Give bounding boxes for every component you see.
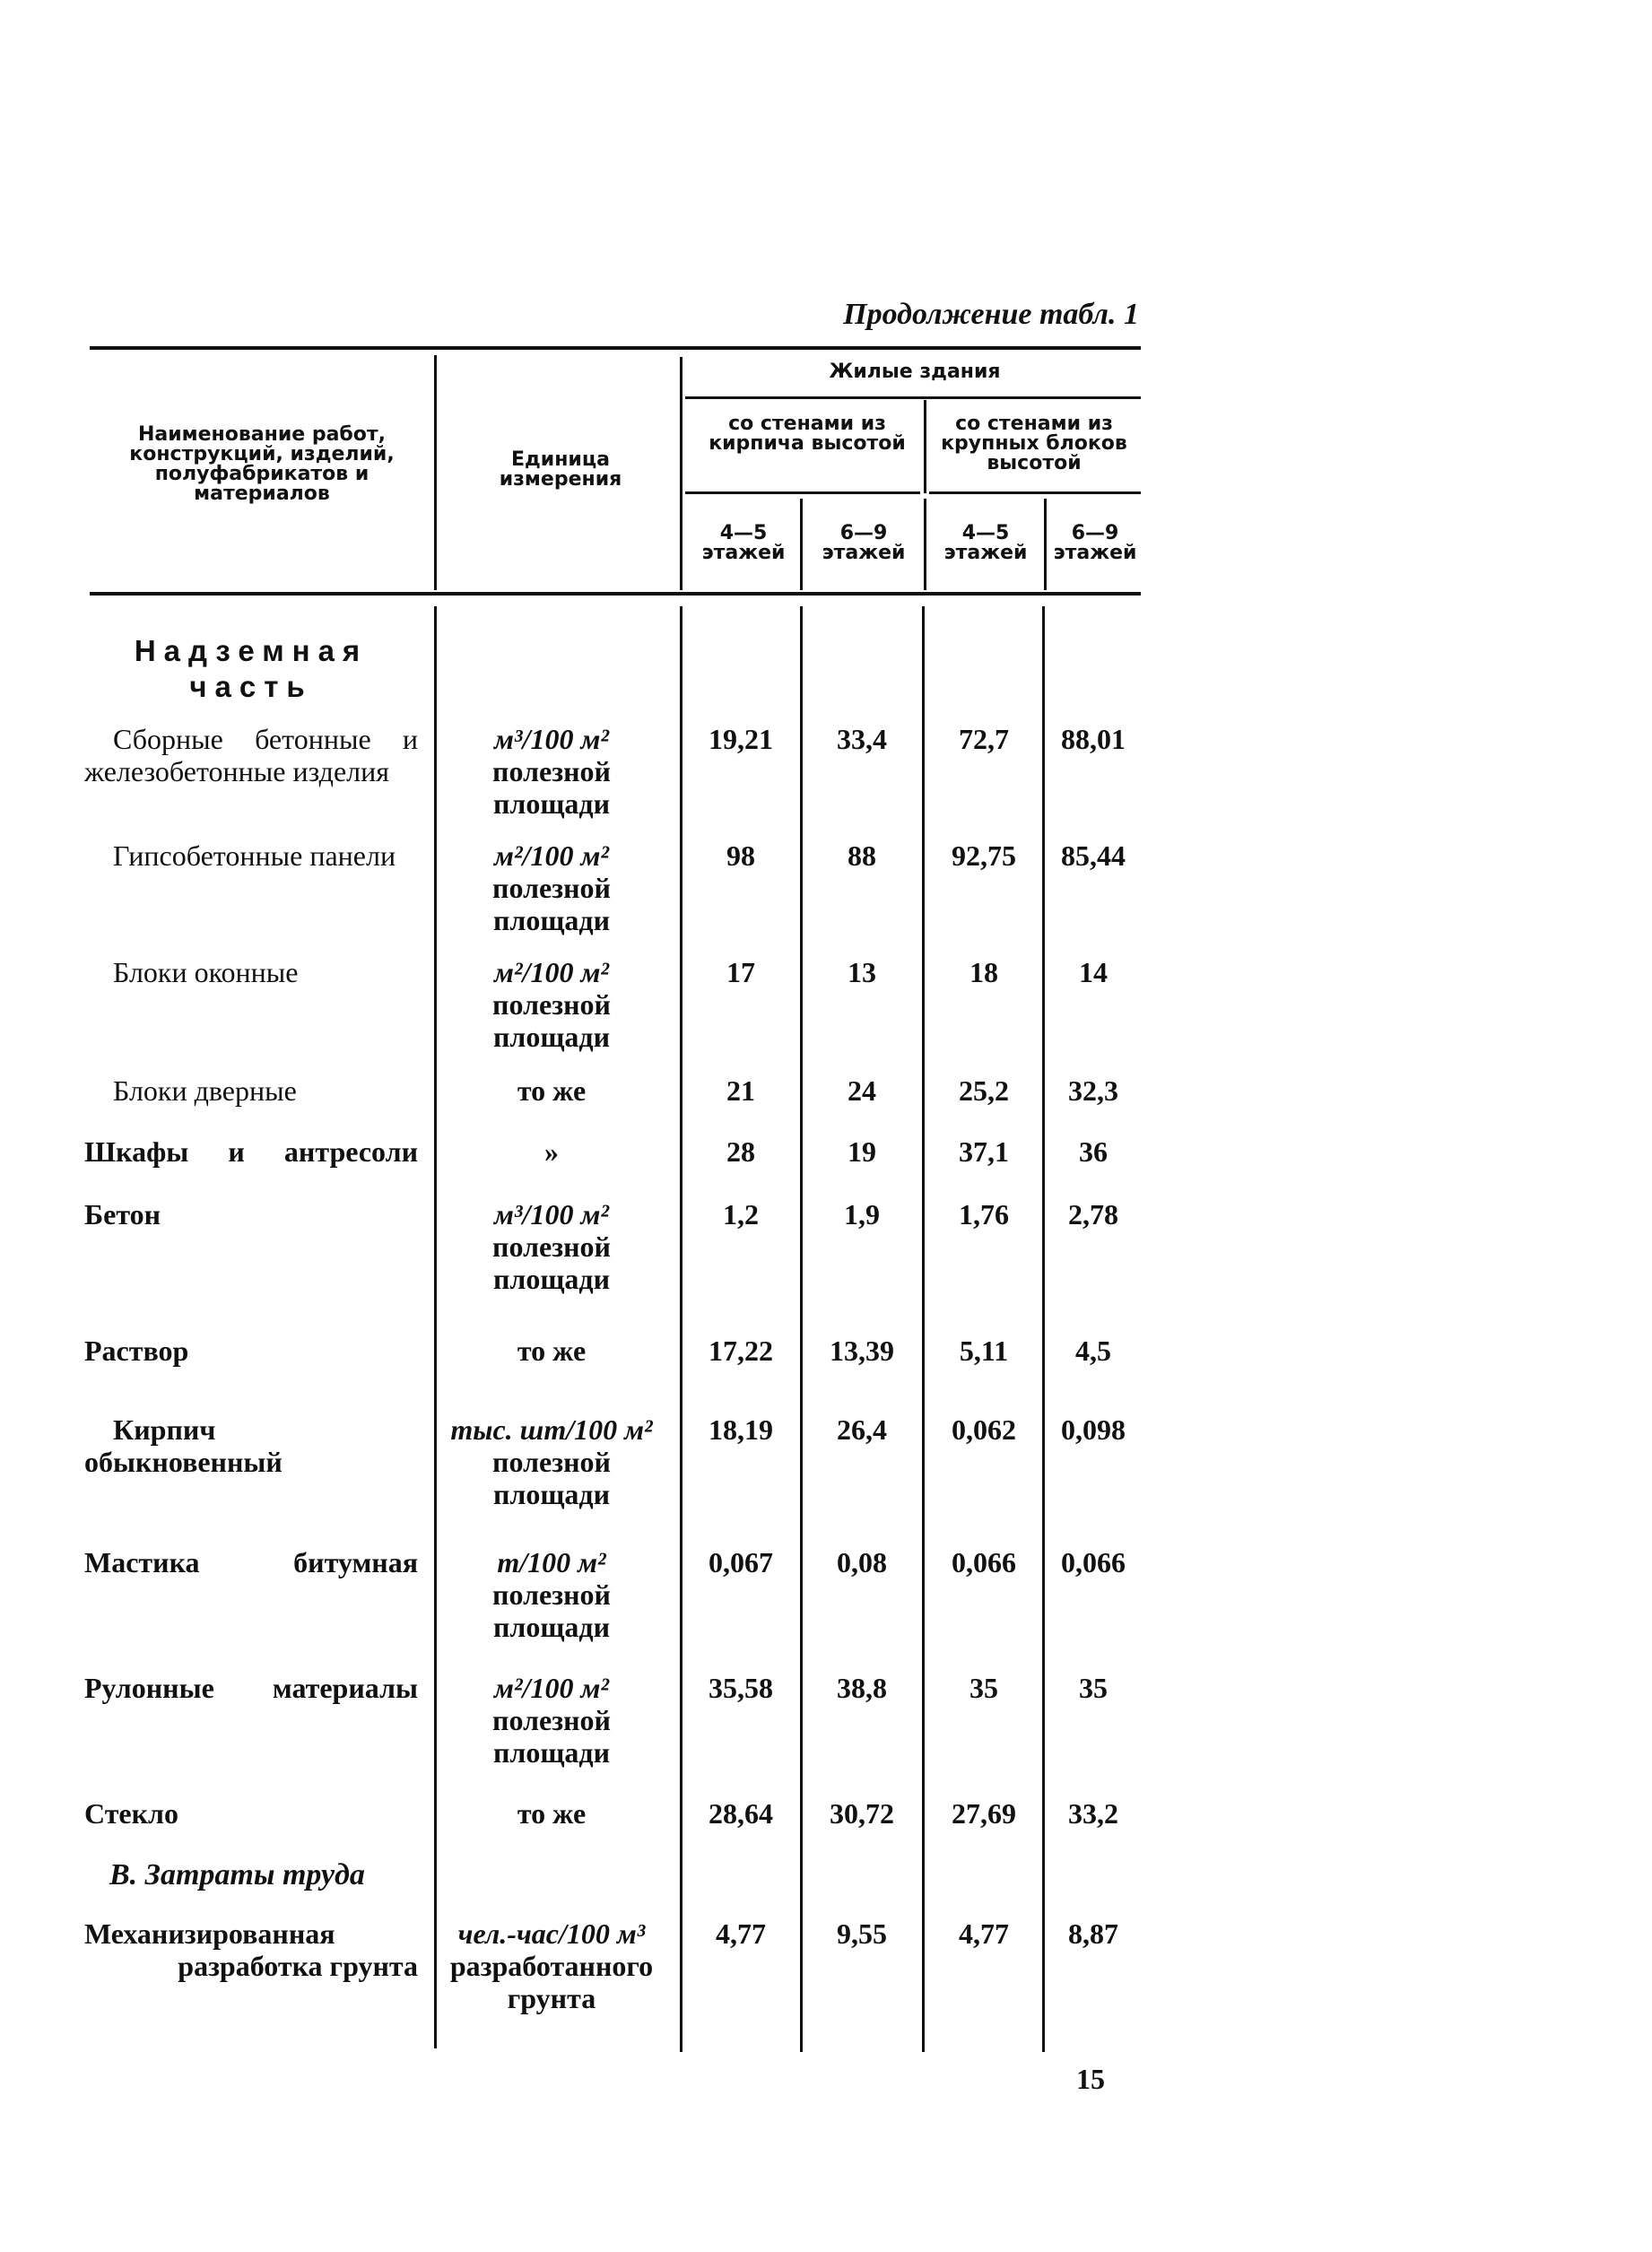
unit-main: м²/100 м² [494, 839, 609, 872]
value-block-4-5: 25,2 [959, 1074, 1009, 1107]
row-unit [434, 1917, 669, 2014]
value-block-6-9: 2,78 [1068, 1198, 1118, 1230]
unit-main: т/100 м² [497, 1546, 606, 1578]
value-block-6-9: 0,098 [1061, 1413, 1126, 1446]
header-name: Наименование работ, конструкций, изделий, полуфабрикатов и материалов [129, 423, 395, 505]
row-unit [434, 1672, 669, 1769]
value-block-4-5: 37,1 [959, 1135, 1009, 1168]
value-brick-4-5: 18,19 [709, 1413, 773, 1446]
row-unit [434, 723, 669, 820]
header-bottom-rule [90, 592, 1141, 596]
row-unit [434, 1413, 669, 1510]
unit-main: тыс. шт/100 м² [450, 1413, 653, 1446]
header-block-6-9: 6—9 этажей [1053, 522, 1137, 564]
value-brick-6-9: 24 [848, 1074, 876, 1107]
value-brick-6-9: 38,8 [837, 1672, 887, 1704]
value-block-4-5: 5,11 [959, 1335, 1009, 1367]
row-name: Кирпич обыкновенный [84, 1413, 283, 1478]
value-block-4-5: 0,062 [952, 1413, 1016, 1446]
value-block-4-5: 4,77 [959, 1917, 1009, 1950]
value-brick-6-9: 9,55 [837, 1917, 887, 1950]
unit-rest: » [544, 1135, 559, 1168]
row-name: Гипсобетонные панели [113, 839, 396, 872]
header-brick-4-5: 4—5 этажей [701, 522, 786, 564]
row-unit [434, 1546, 669, 1643]
value-brick-6-9: 1,9 [844, 1198, 880, 1230]
subgroup-rule-block [929, 491, 1141, 494]
value-block-4-5: 0,066 [952, 1546, 1016, 1578]
row-name: Механизированная разработка грунта [84, 1917, 418, 1982]
col-sep-brick-floors-body [800, 606, 803, 2052]
header-brick-6-9: 6—9 этажей [822, 522, 906, 564]
value-block-6-9: 36 [1079, 1135, 1108, 1168]
header-sub-brick: со стенами из кирпича высотой [709, 413, 906, 455]
table-top-rule [90, 346, 1141, 350]
value-block-6-9: 0,066 [1061, 1546, 1126, 1578]
col-sep-unit-values [680, 357, 683, 590]
subgroup-rule-brick [685, 491, 920, 494]
unit-rest: полезной площади [492, 872, 611, 936]
value-brick-4-5: 98 [726, 839, 755, 872]
value-block-4-5: 72,7 [959, 723, 1009, 755]
group-rule [685, 396, 1141, 399]
col-sep-brick-block [924, 400, 926, 493]
row-unit [434, 956, 669, 1053]
unit-rest: полезной площади [492, 1446, 611, 1510]
value-brick-4-5: 4,77 [716, 1917, 766, 1950]
row-name: Блоки оконные [113, 956, 299, 988]
row-unit [434, 1074, 669, 1107]
value-block-6-9: 35 [1079, 1672, 1108, 1704]
row-unit [434, 839, 669, 936]
row-name: Рулонные материалы [84, 1672, 418, 1704]
value-brick-4-5: 28,64 [709, 1797, 773, 1830]
value-block-4-5: 92,75 [952, 839, 1016, 872]
unit-rest: полезной площади [492, 1578, 611, 1643]
unit-rest: разработанного грунта [449, 1950, 654, 2014]
value-brick-6-9: 0,08 [837, 1546, 887, 1578]
value-brick-6-9: 33,4 [837, 723, 887, 755]
page-number: 15 [1076, 2063, 1105, 2095]
row-unit [434, 1797, 669, 1830]
unit-rest: полезной площади [492, 988, 611, 1053]
unit-main: м²/100 м² [494, 956, 609, 988]
value-brick-6-9: 88 [848, 839, 876, 872]
col-sep-unit-values-body [680, 606, 683, 2052]
unit-main: чел.-час/100 м³ [457, 1917, 646, 1950]
row-unit [434, 1335, 669, 1367]
section-title: Надземная часть [134, 634, 369, 703]
value-block-6-9: 88,01 [1061, 723, 1126, 755]
col-sep-name-unit-body [434, 606, 437, 2048]
value-brick-4-5: 19,21 [709, 723, 773, 755]
header-unit: Единица измерения [499, 448, 622, 491]
row-name: Сборные бетонные и железобетонные изделия [84, 723, 418, 787]
unit-main: м²/100 м² [494, 1672, 609, 1704]
row-name: Бетон [84, 1198, 161, 1230]
value-block-6-9: 14 [1079, 956, 1108, 988]
value-block-4-5: 35 [969, 1672, 998, 1704]
col-sep-groups-body [922, 606, 925, 2052]
value-block-4-5: 1,76 [959, 1198, 1009, 1230]
row-name: Мастика битумная [84, 1546, 418, 1578]
row-name: Блоки дверные [113, 1074, 297, 1107]
row-unit [434, 1135, 669, 1168]
value-brick-6-9: 30,72 [830, 1797, 894, 1830]
unit-rest: полезной площади [492, 1704, 611, 1769]
value-brick-4-5: 21 [726, 1074, 755, 1107]
value-brick-4-5: 17,22 [709, 1335, 773, 1367]
value-block-6-9: 4,5 [1075, 1335, 1111, 1367]
value-block-6-9: 33,2 [1068, 1797, 1118, 1830]
value-brick-4-5: 35,58 [709, 1672, 773, 1704]
page-caption: Продолжение табл. 1 [843, 298, 1139, 331]
col-sep-brick-floors [800, 499, 803, 590]
value-brick-6-9: 13 [848, 956, 876, 988]
value-block-4-5: 27,69 [952, 1797, 1016, 1830]
value-block-4-5: 18 [969, 956, 998, 988]
unit-main: м³/100 м² [494, 1198, 609, 1230]
header-sub-block: со стенами из крупных блоков высотой [941, 413, 1127, 474]
col-sep-block-floors-body [1042, 606, 1045, 2052]
value-brick-4-5: 0,067 [709, 1546, 773, 1578]
value-brick-4-5: 17 [726, 956, 755, 988]
row-name: Шкафы и антресоли [84, 1135, 418, 1168]
row-unit [434, 1198, 669, 1295]
value-brick-6-9: 26,4 [837, 1413, 887, 1446]
unit-rest: то же [517, 1335, 587, 1367]
unit-rest: полезной площади [492, 1230, 611, 1295]
col-sep-name-unit [434, 355, 437, 590]
value-block-6-9: 8,87 [1068, 1917, 1118, 1950]
value-brick-6-9: 19 [848, 1135, 876, 1168]
value-brick-4-5: 1,2 [723, 1198, 759, 1230]
row-name: Раствор [84, 1335, 189, 1367]
unit-rest: то же [517, 1074, 587, 1107]
header-group: Жилые здания [829, 361, 1001, 383]
section-b-title: В. Затраты труда [109, 1858, 365, 1891]
col-sep-groups [924, 499, 926, 590]
value-brick-6-9: 13,39 [830, 1335, 894, 1367]
unit-main: м³/100 м² [494, 723, 609, 755]
col-sep-block-floors [1044, 499, 1047, 590]
value-block-6-9: 32,3 [1068, 1074, 1118, 1107]
value-block-6-9: 85,44 [1061, 839, 1126, 872]
header-block-4-5: 4—5 этажей [943, 522, 1028, 564]
unit-rest: полезной площади [492, 755, 611, 820]
unit-rest: то же [517, 1797, 587, 1830]
row-name: Стекло [84, 1797, 178, 1830]
value-brick-4-5: 28 [726, 1135, 755, 1168]
